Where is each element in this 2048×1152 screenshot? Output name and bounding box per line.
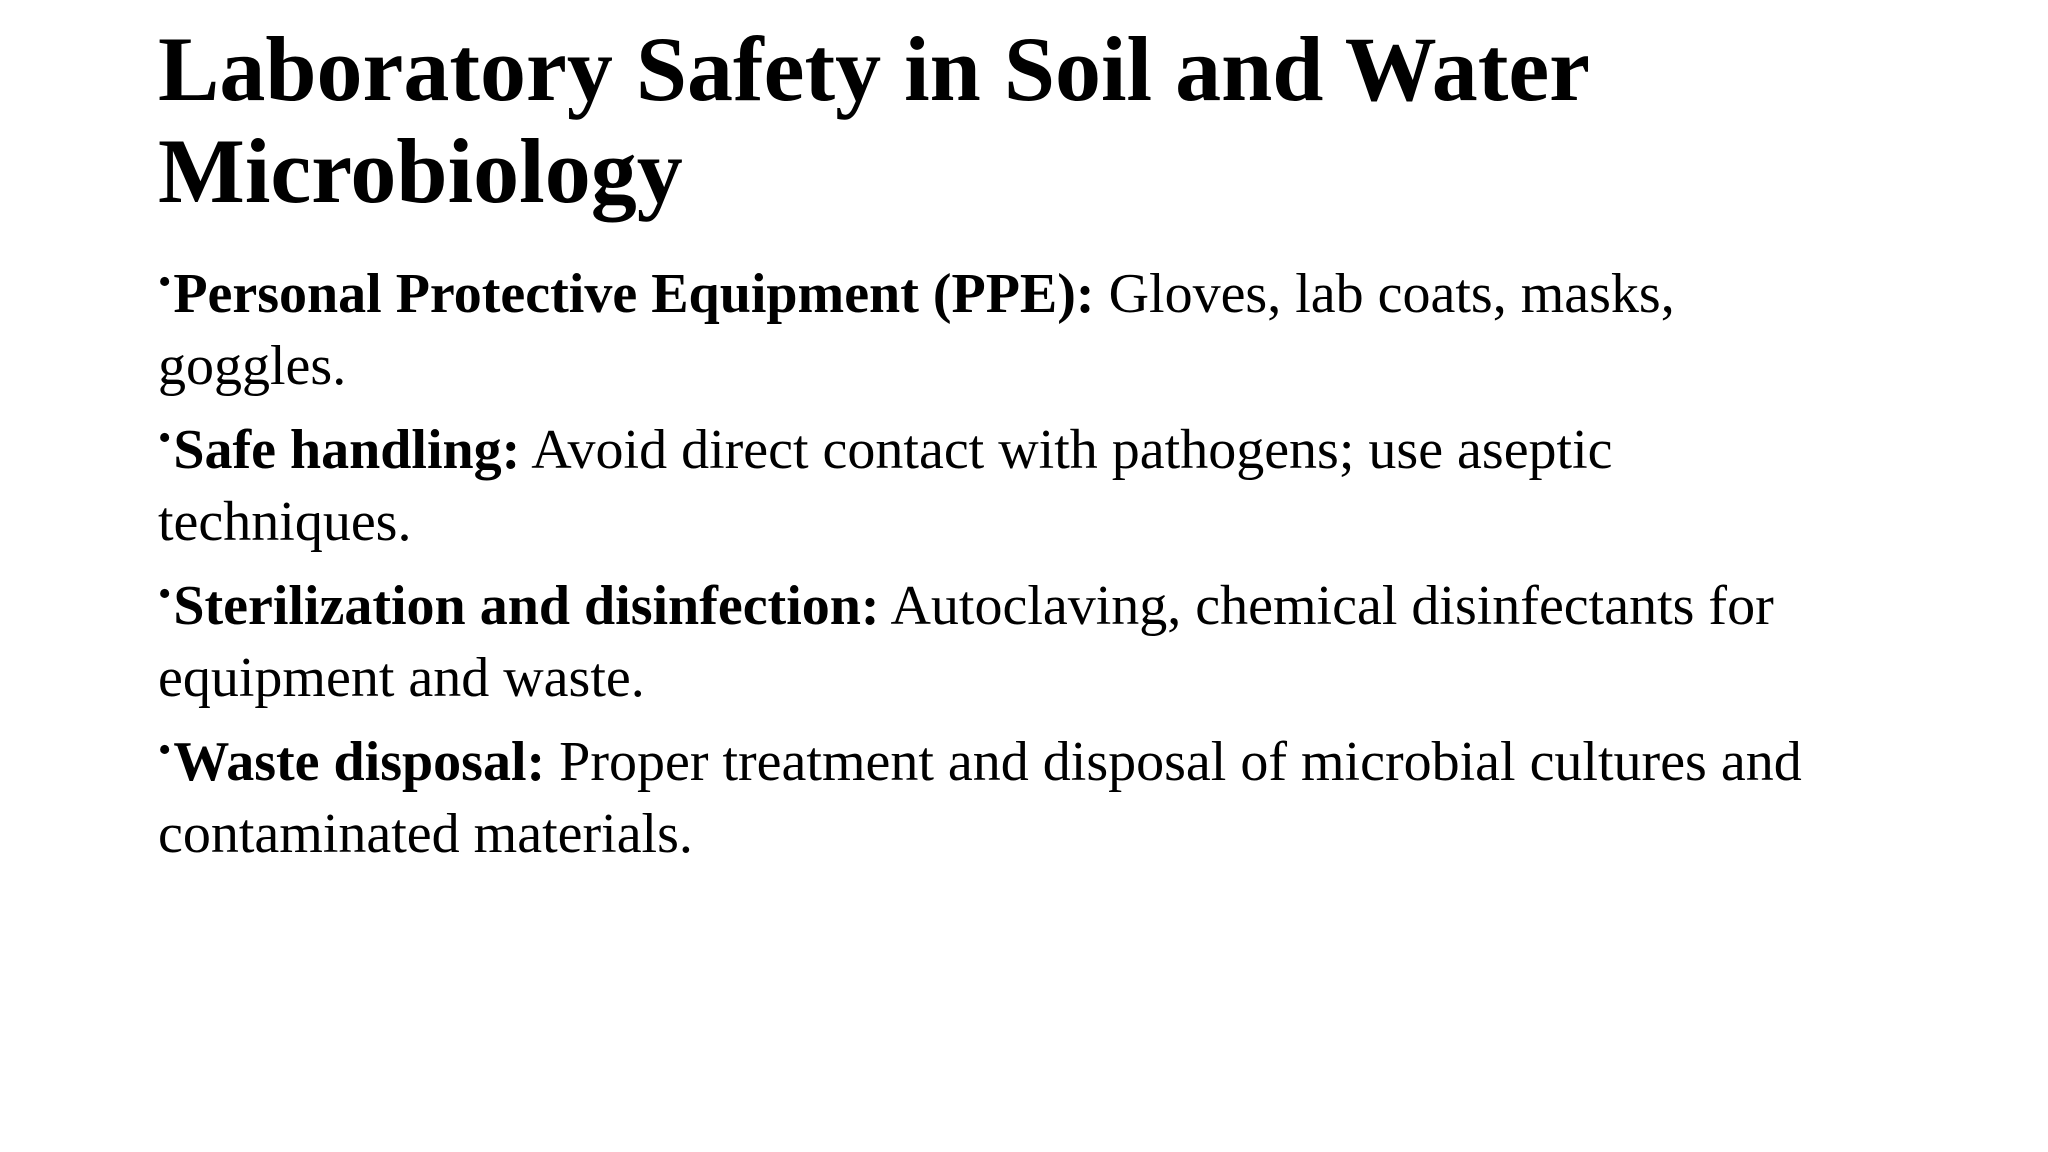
bullet-term: Personal Protective Equipment (PPE): bbox=[173, 263, 1095, 325]
bullet-text: Avoid direct contact with pathogens; use aseptic techniques. bbox=[158, 419, 1613, 553]
bullet-term: Safe handling: bbox=[173, 419, 521, 481]
bullet-term: Waste disposal: bbox=[173, 731, 546, 793]
bullet-item-waste-disposal bbox=[158, 714, 1858, 870]
bullet-text: Gloves, lab coats, masks, goggles. bbox=[158, 263, 1675, 397]
bullet-dot-icon: • bbox=[158, 573, 172, 615]
bullet-dot-icon: • bbox=[158, 261, 172, 303]
bullet-term: Sterilization and disinfection: bbox=[173, 575, 880, 637]
bullet-item-ppe bbox=[158, 246, 1858, 402]
bullet-item-safe-handling bbox=[158, 402, 1858, 558]
bullet-dot-icon: • bbox=[158, 417, 172, 459]
bullet-dot-icon: • bbox=[158, 729, 172, 771]
bullet-text: Proper treatment and disposal of microbial cultures and contaminated materials. bbox=[158, 731, 1802, 865]
bullet-text: Autoclaving, chemical disinfectants for equipment and waste. bbox=[158, 575, 1774, 709]
bullet-list bbox=[158, 246, 1858, 870]
slide-title: Laboratory Safety in Soil and Water Microbiology bbox=[158, 18, 1589, 222]
bullet-item-sterilization bbox=[158, 558, 1858, 714]
